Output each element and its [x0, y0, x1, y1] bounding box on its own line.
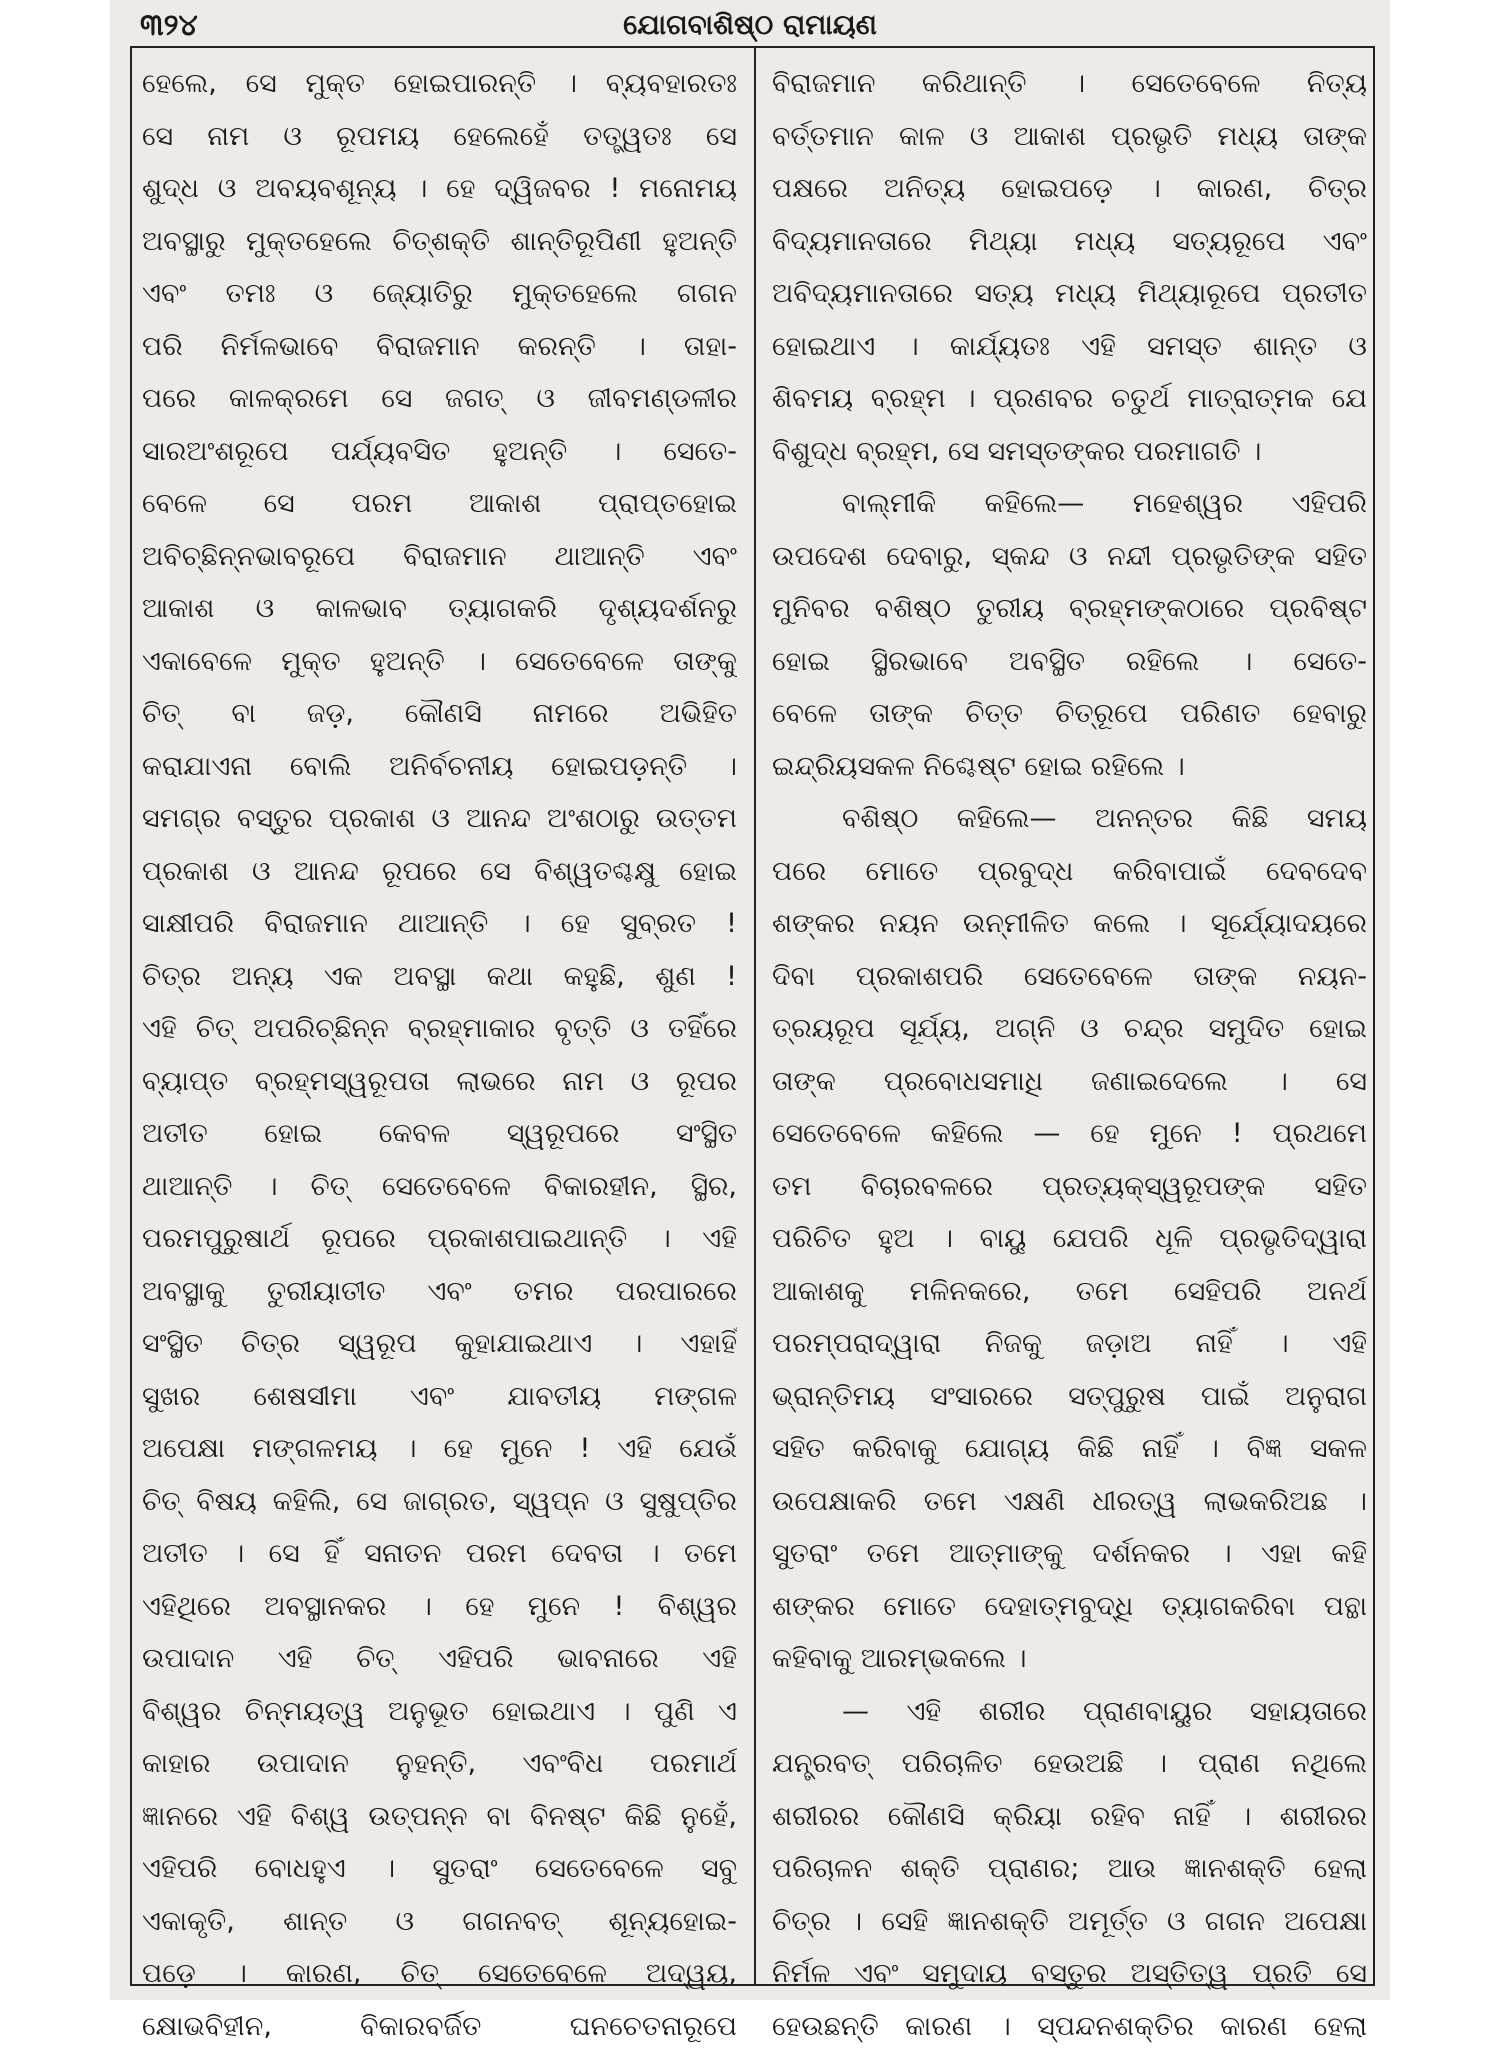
text-line: ଚିତ୍‌ର । ସେହି ଜ୍ଞାନଶକ୍ତି ଅମୂର୍ତ୍ତ ଓ ଗଗନ ଅପେକ୍ଷା — [772, 1896, 1367, 1949]
text-line: ବେଳେ ତାଙ୍କ ଚିତ୍ତ ଚିତ୍‌ରୂପେ ପରିଣତ ହେବାରୁ — [772, 688, 1367, 741]
text-line: ଭ୍ରାନ୍ତିମୟ ସଂସାରରେ ସତ୍‌ପୁରୁଷ ପାଇଁ ଅନୁରାଗ — [772, 1371, 1367, 1424]
text-line: ବାଲ୍ମୀକି କହିଲେ— ମହେଶ୍ୱର ଏହିପରି — [772, 478, 1367, 531]
page-header — [110, 4, 1390, 44]
text-line: ପରମ୍ପରାଦ୍ୱାରା ନିଜକୁ ଜଡ଼ାଅ ନାହିଁ । ଏହି — [772, 1318, 1367, 1371]
text-line: ବିରାଜମାନ କରିଥାନ୍ତି । ସେତେବେଳେ ନିତ୍ୟ — [772, 58, 1367, 111]
text-line: ବିଦ୍ୟମାନତାରେ ମିଥ୍ୟା ମଧ୍ୟ ସତ୍ୟରୂପେ ଏବଂ — [772, 216, 1367, 269]
text-line: ଜ୍ଞାନରେ ଏହି ବିଶ୍ୱ ଉତ୍ପନ୍ନ ବା ବିନଷ୍ଟ କିଛି ନୁହେଁ, — [142, 1791, 737, 1844]
left-column — [142, 58, 737, 2053]
text-line: ଏକାବେଳେ ମୁକ୍ତ ହୁଅନ୍ତି । ସେତେବେଳେ ତାଙ୍କୁ — [142, 636, 737, 689]
text-line: ସେତେବେଳେ କହିଲେ — ହେ ମୁନେ ! ପ୍ରଥମେ — [772, 1108, 1367, 1161]
text-line: ସମଗ୍ର ବସ୍ତୁର ପ୍ରକାଶ ଓ ଆନନ୍ଦ ଅଂଶଠାରୁ ଉତ୍ତମ — [142, 793, 737, 846]
text-line: ଏହି ଚିତ୍ ଅପରିଚ୍ଛିନ୍ନ ବ୍ରହ୍ମାକାର ବୃତ୍ତି ଓ ତହିଁରେ — [142, 1003, 737, 1056]
text-line: ବିଶ୍ୱର ଚିନ୍ମୟତ୍ୱ ଅନୁଭୂତ ହୋଇଥାଏ । ପୁଣି ଏ — [142, 1686, 737, 1739]
text-line: ସେ ନାମ ଓ ରୂପମୟ ହେଲେହେଁ ତତ୍ତ୍ୱତଃ ସେ — [142, 111, 737, 164]
text-line: ଅବସ୍ଥାରୁ ମୁକ୍ତହେଲେ ଚିତ୍‌ଶକ୍ତି ଶାନ୍ତିରୂପିଣୀ ହୁଅନ୍ତି — [142, 216, 737, 269]
text-line: ତାଙ୍କ ପ୍ରବୋଧସମାଧି ଜଣାଇଦେଲେ । ସେ — [772, 1056, 1367, 1109]
text-line: ଯନ୍ତ୍ରବତ୍ ପରିଚାଳିତ ହେଉଅଛି । ପ୍ରାଣ ନଥିଲେ — [772, 1738, 1367, 1791]
text-frame — [130, 46, 1375, 1986]
text-line: ହୋଇଥାଏ । କାର୍ଯ୍ୟତଃ ଏହି ସମସ୍ତ ଶାନ୍ତ ଓ — [772, 321, 1367, 374]
text-line: କରାଯାଏନା ବୋଲି ଅନିର୍ବଚନୀୟ ହୋଇପଡ଼ନ୍ତି । — [142, 741, 737, 794]
column-divider — [754, 48, 756, 1984]
text-line: ହେଉଛନ୍ତି କାରଣ । ସ୍ପନ୍ଦନଶକ୍ତିର କାରଣ ହେଲା — [772, 2001, 1367, 2053]
text-line: ଚିତ୍ ବିଷୟ କହିଲି, ସେ ଜାଗ୍ରତ, ସ୍ୱପ୍ନ ଓ ସୁଷୁପ୍ତିର — [142, 1476, 737, 1529]
text-line: ଏହିଥିରେ ଅବସ୍ଥାନକର । ହେ ମୁନେ ! ବିଶ୍ୱର — [142, 1581, 737, 1634]
text-line: ପରି ନିର୍ମଳଭାବେ ବିରାଜମାନ କରନ୍ତି । ତାହା- — [142, 321, 737, 374]
text-line: ଇନ୍ଦ୍ରିୟସକଳ ନିଶ୍ଚେଷ୍ଟ ହୋଇ ରହିଲେ । — [772, 741, 1367, 794]
text-line: ପରମପୁରୁଷାର୍ଥ ରୂପରେ ପ୍ରକାଶପାଇଥାନ୍ତି । ଏହି — [142, 1213, 737, 1266]
text-line: ପରିଚାଳନ ଶକ୍ତି ପ୍ରାଣର; ଆଉ ଜ୍ଞାନଶକ୍ତି ହେଲା — [772, 1843, 1367, 1896]
text-line: ହୋଇ ସ୍ଥିରଭାବେ ଅବସ୍ଥିତ ରହିଲେ । ସେତେ- — [772, 636, 1367, 689]
text-line: ନିର୍ମଳ ଏବଂ ସମୁଦାୟ ବସ୍ତୁର ଅସ୍ତିତ୍ୱ ପ୍ରତି ସେ — [772, 1948, 1367, 2001]
text-line: ଅପେକ୍ଷା ମଙ୍ଗଳମୟ । ହେ ମୁନେ ! ଏହି ଯେଉଁ — [142, 1423, 737, 1476]
text-line: ପରେ ମୋତେ ପ୍ରବୁଦ୍ଧ କରିବାପାଇଁ ଦେବଦେବ — [772, 846, 1367, 899]
text-line: ଅତୀତ । ସେ ହିଁ ସନାତନ ପରମ ଦେବତା । ତମେ — [142, 1528, 737, 1581]
text-line: ବର୍ତ୍ତମାନ କାଳ ଓ ଆକାଶ ପ୍ରଭୃତି ମଧ୍ୟ ତାଙ୍କ — [772, 111, 1367, 164]
text-line: କାହାର ଉପାଦାନ ନୁହନ୍ତି, ଏବଂବିଧ ପରମାର୍ଥ — [142, 1738, 737, 1791]
text-line: ଶରୀରର କୌଣସି କ୍ରିୟା ରହିବ ନାହିଁ । ଶରୀରର — [772, 1791, 1367, 1844]
text-line: ତମ ବିଚାରବଳରେ ପ୍ରତ୍ୟକ୍‌ସ୍ୱରୂପଙ୍କ ସହିତ — [772, 1161, 1367, 1214]
text-line: ଉପେକ୍ଷାକରି ତମେ ଏକ୍ଷଣି ଧୀରତ୍ୱ ଲାଭକରିଅଛ । — [772, 1476, 1367, 1529]
text-line: ହେଲେ, ସେ ମୁକ୍ତ ହୋଇପାରନ୍ତି । ବ୍ୟବହାରତଃ — [142, 58, 737, 111]
text-line: — ଏହି ଶରୀର ପ୍ରାଣବାୟୁର ସହାୟତାରେ — [772, 1686, 1367, 1739]
text-line: ଏବଂ ତମଃ ଓ ଜ୍ୟୋତିରୁ ମୁକ୍ତହେଲେ ଗଗନ — [142, 268, 737, 321]
text-line: କ୍ଷୋଭବିହୀନ, ବିକାରବର୍ଜିତ ଘନଚେତନାରୂପେ — [142, 2001, 737, 2053]
text-line: ଉପଦେଶ ଦେବାରୁ, ସ୍କନ୍ଦ ଓ ନନ୍ଦୀ ପ୍ରଭୃତିଙ୍କ ସହିତ — [772, 531, 1367, 584]
text-line: ଅବିଚ୍ଛିନ୍ନଭାବରୂପେ ବିରାଜମାନ ଥାଆନ୍ତି ଏବଂ — [142, 531, 737, 584]
text-line: ଆକାଶକୁ ମଳିନକରେ, ତମେ ସେହିପରି ଅନର୍ଥ — [772, 1266, 1367, 1319]
right-column — [772, 58, 1367, 2053]
text-line: ଶଙ୍କର ନୟନ ଉନ୍ମୀଳିତ କଲେ । ସୂର୍ଯ୍ୟୋଦୟରେ — [772, 898, 1367, 951]
text-line: ମୁନିବର ବଶିଷ୍ଠ ତୁରୀୟ ବ୍ରହ୍ମଙ୍କଠାରେ ପ୍ରବିଷ୍ଟ — [772, 583, 1367, 636]
text-line: ଅବିଦ୍ୟମାନତାରେ ସତ୍ୟ ମଧ୍ୟ ମିଥ୍ୟାରୂପେ ପ୍ରତୀତ — [772, 268, 1367, 321]
text-line: ବ୍ୟାପ୍ତ ବ୍ରହ୍ମସ୍ୱରୂପତା ଲାଭରେ ନାମ ଓ ରୂପର — [142, 1056, 737, 1109]
text-line: ସହିତ କରିବାକୁ ଯୋଗ୍ୟ କିଛି ନାହିଁ । ବିଜ୍ଞ ସକଳ — [772, 1423, 1367, 1476]
text-line: ସୁତରାଂ ତମେ ଆତ୍ମାଙ୍କୁ ଦର୍ଶନକର । ଏହା କହି — [772, 1528, 1367, 1581]
text-line: ତ୍ରୟରୂପ ସୂର୍ଯ୍ୟ, ଅଗ୍ନି ଓ ଚନ୍ଦ୍ର ସମୁଦିତ ହୋଇ — [772, 1003, 1367, 1056]
text-line: ଚିତ୍‌ର ଅନ୍ୟ ଏକ ଅବସ୍ଥା କଥା କହୁଛି, ଶୁଣ ! — [142, 951, 737, 1004]
text-line: ପଡ଼େ । କାରଣ, ଚିତ୍ ସେତେବେଳେ ଅଦ୍ୱୟ, — [142, 1948, 737, 2001]
page-number: ୩୨୪ — [140, 8, 198, 43]
book-page — [110, 0, 1390, 2000]
text-line: ଏକାକୃତି, ଶାନ୍ତ ଓ ଗଗନବତ୍ ଶୂନ୍ୟହୋଇ- — [142, 1896, 737, 1949]
text-line: ସାକ୍ଷୀପରି ବିରାଜମାନ ଥାଆନ୍ତି । ହେ ସୁବ୍ରତ ! — [142, 898, 737, 951]
text-line: ପ୍ରକାଶ ଓ ଆନନ୍ଦ ରୂପରେ ସେ ବିଶ୍ୱତଶ୍ଚକ୍ଷୁ ହୋଇ — [142, 846, 737, 899]
text-line: ଶୁଦ୍ଧ ଓ ଅବୟବଶୂନ୍ୟ । ହେ ଦ୍ୱିଜବର ! ମନୋମୟ — [142, 163, 737, 216]
text-line: ସାରଅଂଶରୂପେ ପର୍ଯ୍ୟବସିତ ହୁଅନ୍ତି । ସେତେ- — [142, 426, 737, 479]
text-line: ଅତୀତ ହୋଇ କେବଳ ସ୍ୱରୂପରେ ସଂସ୍ଥିତ — [142, 1108, 737, 1161]
text-line: କହିବାକୁ ଆରମ୍ଭକଲେ । — [772, 1633, 1367, 1686]
text-line: ଚିତ୍ ବା ଜଡ଼, କୌଣସି ନାମରେ ଅଭିହିତ — [142, 688, 737, 741]
text-line: ଦିବା ପ୍ରକାଶପରି ସେତେବେଳେ ତାଙ୍କ ନୟନ- — [772, 951, 1367, 1004]
text-line: ସଂସ୍ଥିତ ଚିତ୍‌ର ସ୍ୱରୂପ କୁହାଯାଇଥାଏ । ଏହାହିଁ — [142, 1318, 737, 1371]
text-line: ବେଳେ ସେ ପରମ ଆକାଶ ପ୍ରାପ୍ତହୋଇ — [142, 478, 737, 531]
text-line: ଶିବମୟ ବ୍ରହ୍ମ । ପ୍ରଣବର ଚତୁର୍ଥ ମାତ୍ରାତ୍ମକ ଯେ — [772, 373, 1367, 426]
text-line: ବିଶୁଦ୍ଧ ବ୍ରହ୍ମ, ସେ ସମସ୍ତଙ୍କର ପରମାଗତି । — [772, 426, 1367, 479]
text-line: ପରେ କାଳକ୍ରମେ ସେ ଜଗତ୍ ଓ ଜୀବମଣ୍ଡଳୀର — [142, 373, 737, 426]
text-line: ଥାଆନ୍ତି । ଚିତ୍ ସେତେବେଳେ ବିକାରହୀନ, ସ୍ଥିର, — [142, 1161, 737, 1214]
text-line: ସୁଖର ଶେଷସୀମା ଏବଂ ଯାବତୀୟ ମଙ୍ଗଳ — [142, 1371, 737, 1424]
text-line: ଶଙ୍କର ମୋତେ ଦେହାତ୍ମବୁଦ୍ଧି ତ୍ୟାଗକରିବା ପନ୍ଥା — [772, 1581, 1367, 1634]
text-line: ପରିଚିତ ହୁଅ । ବାୟୁ ଯେପରି ଧୂଳି ପ୍ରଭୃତିଦ୍ୱାରା — [772, 1213, 1367, 1266]
text-line: ଅବସ୍ଥାକୁ ତୁରୀୟାତୀତ ଏବଂ ତମର ପରପାରରେ — [142, 1266, 737, 1319]
text-line: ଏହିପରି ବୋଧହୁଏ । ସୁତରାଂ ସେତେବେଳେ ସବୁ — [142, 1843, 737, 1896]
text-line: ଆକାଶ ଓ କାଳଭାବ ତ୍ୟାଗକରି ଦୃଶ୍ୟଦର୍ଶନରୁ — [142, 583, 737, 636]
text-line: ବଶିଷ୍ଠ କହିଲେ— ଅନନ୍ତର କିଛି ସମୟ — [772, 793, 1367, 846]
book-title: ଯୋଗବାଶିଷ୍ଠ ରାମାୟଣ — [110, 8, 1390, 42]
text-line: ଉପାଦାନ ଏହି ଚିତ୍ ଏହିପରି ଭାବନାରେ ଏହି — [142, 1633, 737, 1686]
text-line: ପକ୍ଷରେ ଅନିତ୍ୟ ହୋଇପଡ଼େ । କାରଣ, ଚିତ୍‌ର — [772, 163, 1367, 216]
